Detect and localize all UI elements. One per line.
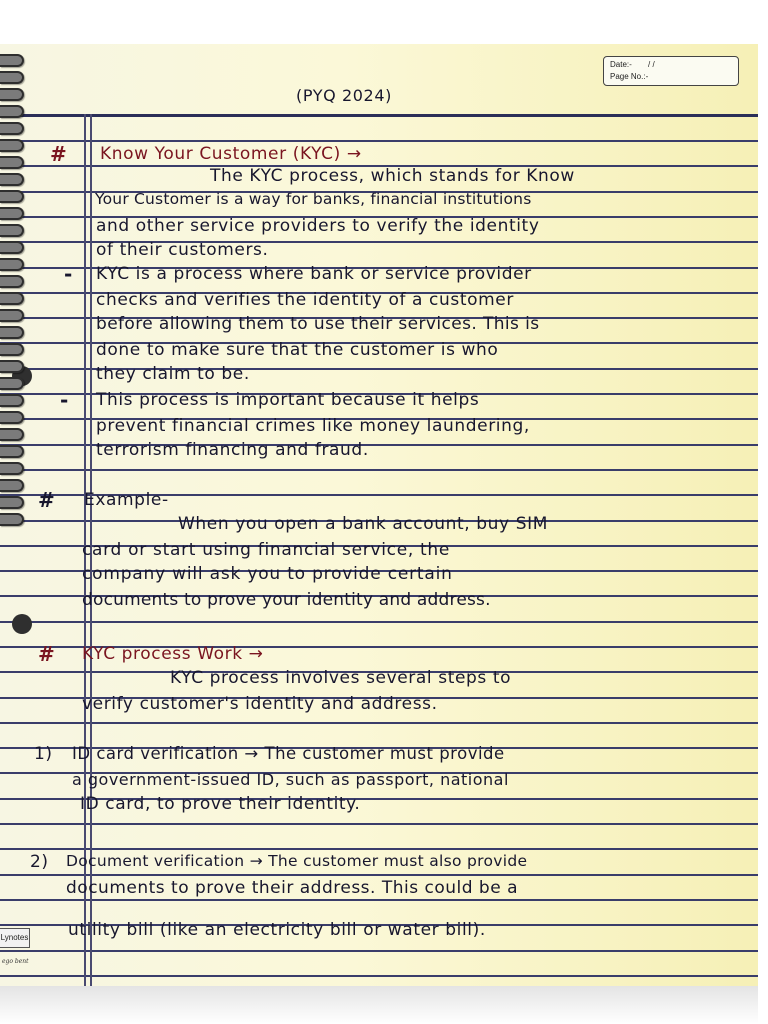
- punch-hole-lower: [12, 614, 32, 634]
- kyc-line-4: of their customers.: [96, 240, 269, 260]
- spiral-coil: [0, 190, 24, 203]
- spiral-coil: [0, 54, 24, 67]
- spiral-coil: [0, 513, 24, 526]
- heading-mark-process: #: [38, 642, 56, 666]
- bullet1-line-3: before allowing them to use their services. This is: [96, 314, 540, 334]
- spiral-coil: [0, 445, 24, 458]
- process-line-1: KYC process involves several steps to: [170, 668, 512, 688]
- process-line-2: verify customer's identity and address.: [82, 694, 438, 714]
- bullet-mark-1: -: [64, 262, 73, 286]
- heading-kyc: Know Your Customer (KYC) →: [100, 144, 362, 164]
- spiral-coil: [0, 275, 24, 288]
- spiral-coil: [0, 411, 24, 424]
- heading-mark-kyc: #: [50, 142, 68, 166]
- spiral-coil: [0, 122, 24, 135]
- spiral-coil: [0, 105, 24, 118]
- spiral-coil: [0, 258, 24, 271]
- heading-example: Example-: [84, 490, 169, 510]
- spiral-coil: [0, 309, 24, 322]
- example-line-2: card or start using financial service, the: [82, 540, 451, 560]
- step2-number: 2): [30, 852, 49, 872]
- header-rule: [0, 114, 758, 117]
- page-no-label: Page No.:-: [610, 72, 649, 81]
- bullet1-line-2: checks and verifies the identity of a customer: [96, 290, 514, 310]
- ruled-line: [0, 975, 758, 977]
- kyc-line-2: Your Customer is a way for banks, financial institutions: [95, 190, 532, 208]
- ruled-line: [0, 621, 758, 623]
- spiral-coil: [0, 173, 24, 186]
- date-label: Date:-: [610, 60, 632, 69]
- notebook-page: [0, 44, 758, 986]
- spiral-coil: [0, 377, 24, 390]
- spiral-coil: [0, 207, 24, 220]
- spiral-coil: [0, 462, 24, 475]
- ruled-line: [0, 140, 758, 142]
- step1-number: 1): [34, 744, 53, 764]
- example-line-3: company will ask you to provide certain: [82, 564, 453, 584]
- date-page-box: [603, 56, 739, 86]
- step1-line-2: a government-issued ID, such as passport, national: [72, 770, 509, 789]
- bullet-mark-2: -: [60, 388, 69, 412]
- step2-line-1: Document verification → The customer must also provide: [66, 852, 528, 870]
- spiral-coil: [0, 139, 24, 152]
- brand-name: Lynotes: [0, 933, 29, 942]
- example-line-1: When you open a bank account, buy SIM: [178, 514, 548, 534]
- bullet2-line-3: terrorism financing and fraud.: [96, 440, 369, 460]
- step1-line-1: ID card verification → The customer must provide: [72, 744, 505, 763]
- bullet1-line-4: done to make sure that the customer is who: [96, 340, 499, 360]
- spiral-coil: [0, 343, 24, 356]
- ruled-line: [0, 469, 758, 471]
- kyc-line-1: The KYC process, which stands for Know: [210, 166, 575, 186]
- brand-tagline: ego bent: [2, 958, 29, 965]
- example-line-4: documents to prove your identity and address.: [82, 590, 491, 610]
- spiral-coil: [0, 360, 24, 373]
- spiral-coil: [0, 394, 24, 407]
- spiral-coil: [0, 88, 24, 101]
- spiral-coil: [0, 292, 24, 305]
- step1-line-3: ID card, to prove their identity.: [80, 794, 361, 814]
- bullet2-line-1: This process is important because it helps: [96, 390, 480, 410]
- page-title: (PYQ 2024): [296, 86, 392, 105]
- spiral-coil: [0, 326, 24, 339]
- ruled-line: [0, 848, 758, 850]
- heading-mark-example: #: [38, 488, 56, 512]
- kyc-line-3: and other service providers to verify the identity: [96, 216, 540, 236]
- spiral-coil: [0, 241, 24, 254]
- spiral-coil: [0, 224, 24, 237]
- bullet1-line-5: they claim to be.: [96, 364, 250, 384]
- step2-line-3: utility bill (like an electricity bill or water bill).: [68, 920, 486, 940]
- ruled-line: [0, 722, 758, 724]
- ruled-line: [0, 899, 758, 901]
- spiral-coil: [0, 156, 24, 169]
- page-shadow: [0, 986, 758, 1024]
- ruled-line: [0, 950, 758, 952]
- spiral-coil: [0, 496, 24, 509]
- date-value: / /: [648, 60, 655, 69]
- heading-process: KYC process Work →: [82, 644, 264, 664]
- bullet2-line-2: prevent financial crimes like money laundering,: [96, 416, 530, 436]
- spiral-coil: [0, 479, 24, 492]
- spiral-coil: [0, 428, 24, 441]
- ruled-line: [0, 823, 758, 825]
- brand-logo: [0, 928, 30, 948]
- step2-line-2: documents to prove their address. This could be a: [66, 878, 518, 898]
- bullet1-line-1: KYC is a process where bank or service provider: [96, 264, 532, 284]
- ruled-line: [0, 874, 758, 876]
- spiral-coil: [0, 71, 24, 84]
